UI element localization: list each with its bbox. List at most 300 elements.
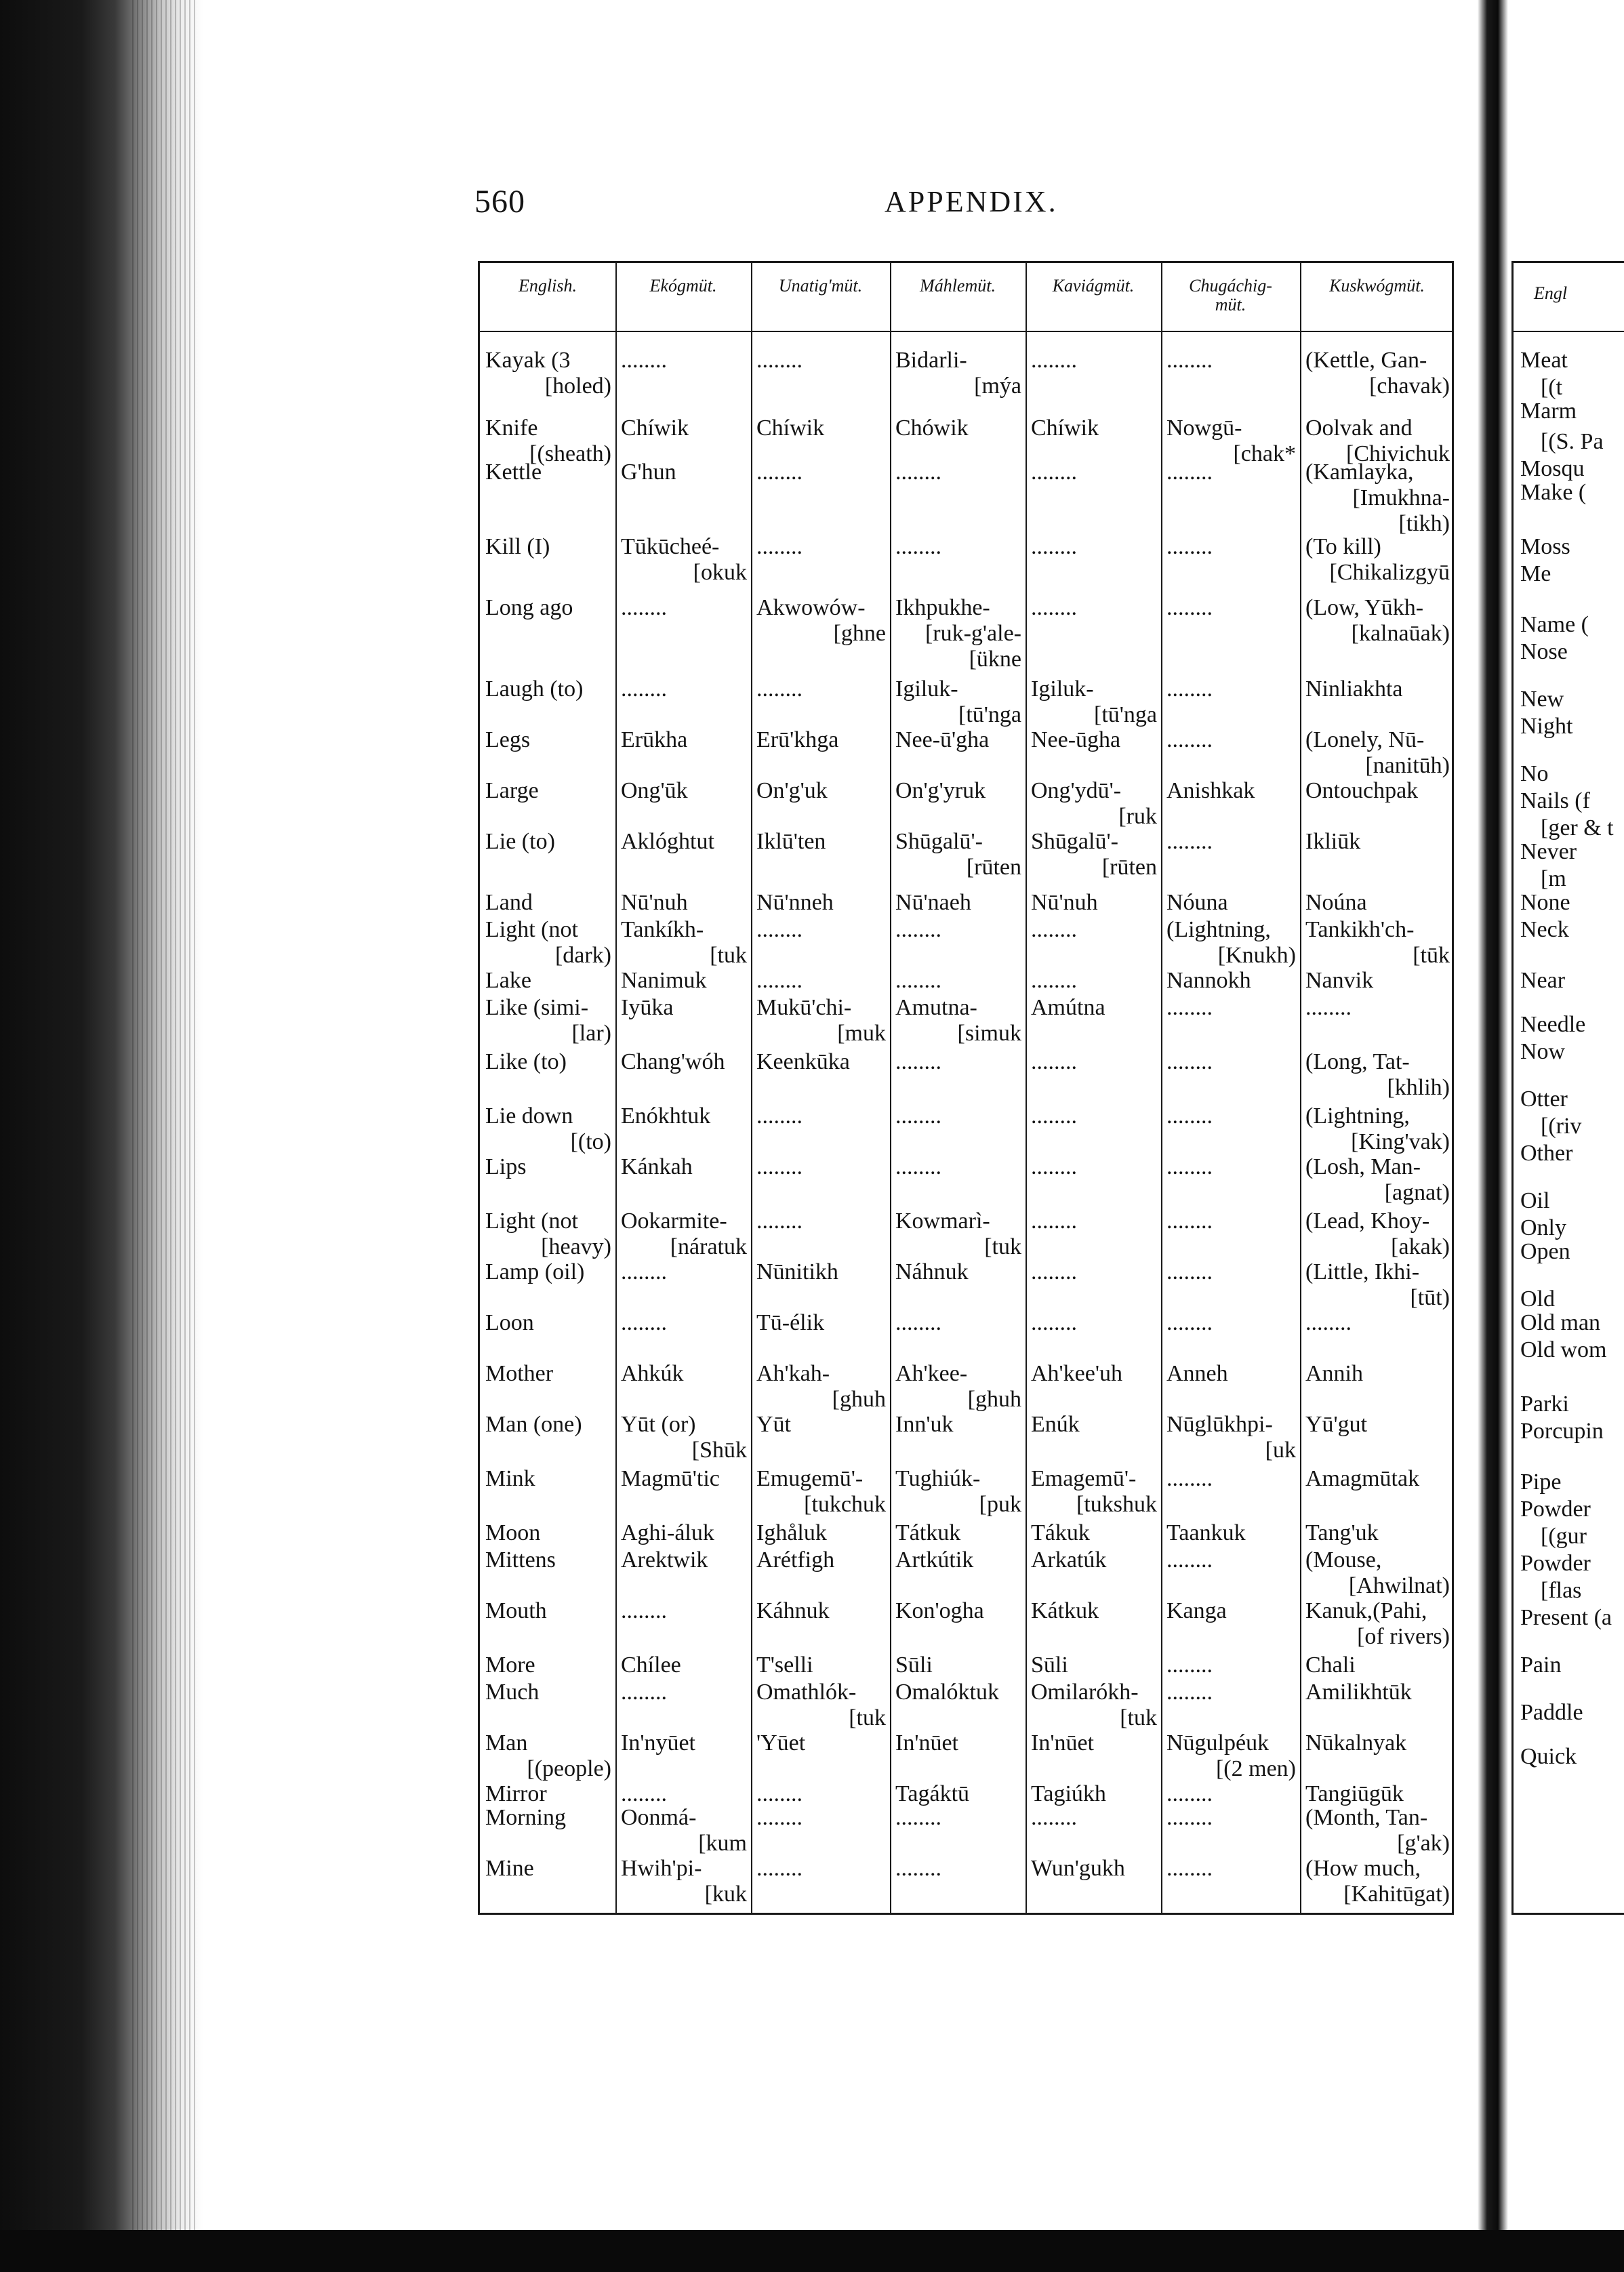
translation-cell [621, 676, 747, 702]
entry-line: Chíwik [621, 415, 689, 441]
entry-line: Amagmūtak [1305, 1466, 1420, 1491]
translation-cell [895, 1103, 1021, 1129]
entry-line: On'g'uk [756, 778, 828, 803]
entry-line: Anishkak [1166, 778, 1255, 803]
translation-cell [895, 917, 1021, 943]
entry-line: Lamp (oil) [485, 1259, 585, 1284]
translation-cell [1166, 1361, 1296, 1387]
entry-line: (Lightning, [1305, 1103, 1410, 1129]
entry-line: Nū'nuh [621, 890, 688, 915]
entry-continuation: [Chivichuk [1346, 441, 1450, 466]
translation-cell [1031, 1361, 1157, 1387]
translation-cell [621, 968, 747, 994]
entry-continuation: [Ahwilnat) [1348, 1573, 1450, 1598]
translation-cell [1166, 1598, 1296, 1624]
entry-line: Ong'ūk [621, 778, 688, 803]
next-page-header-rule [1514, 331, 1624, 332]
entry-line: Ninliakhta [1305, 676, 1403, 702]
entry-line: Man (one) [485, 1412, 582, 1437]
entry-line: ........ [1031, 1805, 1077, 1830]
entry-continuation: [of rivers) [1357, 1624, 1450, 1649]
entry-line: (Lead, Khoy- [1305, 1209, 1430, 1234]
translation-cell [756, 778, 886, 804]
entry-line: Kettle [485, 460, 542, 485]
translation-cell [756, 968, 886, 994]
entry-line: Morning [485, 1805, 566, 1830]
translation-cell [621, 1652, 747, 1678]
entry-line: ........ [895, 1805, 941, 1830]
next-page-entry: Old [1520, 1286, 1555, 1312]
entry-line: ........ [756, 1103, 803, 1129]
next-page-header: Engl [1534, 283, 1568, 303]
english-word [485, 534, 611, 560]
entry-line: ........ [1166, 1259, 1213, 1284]
next-page-entry: [(gur [1541, 1524, 1587, 1549]
translation-cell [621, 1412, 747, 1463]
translation-cell [756, 676, 886, 702]
entry-line: ........ [1031, 1049, 1077, 1074]
entry-line: Shūgalū'- [895, 829, 983, 854]
entry-line: Ah'kee'uh [1031, 1361, 1122, 1386]
next-page-entry: [(S. Pa [1541, 429, 1604, 454]
translation-cell [621, 1856, 747, 1907]
translation-cell [1031, 1154, 1157, 1180]
entry-line: More [485, 1652, 535, 1678]
next-page-entry: Otter [1520, 1087, 1568, 1112]
column-header-unatigmut-column: Unatig'müt. [778, 276, 863, 296]
translation-cell [1305, 917, 1450, 969]
entry-continuation: [kalnaūak) [1351, 621, 1450, 646]
entry-line: Artkútik [895, 1547, 974, 1573]
entry-line: Ah'kah- [756, 1361, 830, 1386]
translation-cell [621, 348, 747, 373]
translation-cell [621, 415, 747, 441]
translation-cell [895, 1547, 1021, 1573]
column-divider [751, 263, 752, 1913]
translation-cell [1166, 968, 1296, 994]
translation-cell [895, 727, 1021, 753]
entry-line: ........ [1166, 1466, 1213, 1491]
entry-line: ........ [1031, 1310, 1077, 1335]
translation-cell [1166, 1781, 1296, 1807]
entry-line: ........ [1166, 995, 1213, 1020]
entry-line: Sūli [1031, 1652, 1068, 1678]
entry-line: In'nūet [1031, 1730, 1094, 1756]
entry-line: ........ [1166, 727, 1213, 752]
entry-continuation: [(sheath) [529, 441, 611, 466]
translation-cell [895, 348, 1021, 399]
entry-line: Ontouchpak [1305, 778, 1419, 803]
entry-line: Chali [1305, 1652, 1356, 1678]
entry-line: Yūt [756, 1412, 791, 1437]
entry-line: ........ [1166, 1103, 1213, 1129]
entry-continuation: [muk [837, 1021, 886, 1046]
entry-line: In'nyūet [621, 1730, 695, 1756]
english-word [485, 1049, 611, 1075]
translation-cell [1305, 1856, 1450, 1907]
entry-line: ........ [621, 1259, 667, 1284]
translation-cell [756, 595, 886, 647]
next-page-entry: Pipe [1520, 1469, 1562, 1495]
translation-cell [1166, 1547, 1296, 1573]
entry-line: Ikhpukhe- [895, 595, 990, 620]
entry-continuation: [uk [1265, 1438, 1296, 1463]
entry-continuation: [tuk [710, 943, 747, 968]
entry-line: ........ [1031, 917, 1077, 942]
entry-line: Erūkha [621, 727, 688, 752]
entry-line: Legs [485, 727, 531, 752]
next-page-entry: [ger & t [1541, 815, 1614, 840]
english-word [485, 727, 611, 753]
translation-cell [895, 1680, 1021, 1705]
next-page-entry: Make ( [1520, 480, 1587, 505]
entry-line: Nanvik [1305, 968, 1374, 993]
entry-continuation: [(to) [570, 1129, 611, 1154]
entry-line: ........ [895, 917, 941, 942]
entry-line: (Little, Ikhi- [1305, 1259, 1420, 1284]
translation-cell [895, 534, 1021, 560]
translation-cell [1031, 1856, 1157, 1882]
next-page-entry: Present (a [1520, 1605, 1612, 1630]
translation-cell [1031, 460, 1157, 485]
translation-cell [621, 1520, 747, 1546]
english-word [485, 1412, 611, 1438]
translation-cell [1305, 534, 1450, 586]
entry-line: Much [485, 1680, 540, 1705]
entry-line: Tughiúk- [895, 1466, 981, 1491]
entry-continuation: [tū'nga [1094, 702, 1157, 727]
translation-cell [1031, 1781, 1157, 1807]
translation-cell [756, 534, 886, 560]
entry-line: Tangiūgūk [1305, 1781, 1404, 1806]
entry-line: (Losh, Man- [1305, 1154, 1421, 1179]
entry-line: (How much, [1305, 1856, 1421, 1881]
translation-cell [1031, 917, 1157, 943]
entry-line: Tagáktū [895, 1781, 970, 1806]
entry-line: (Month, Tan- [1305, 1805, 1428, 1830]
translation-cell [756, 1361, 886, 1413]
next-page-entry: Near [1520, 968, 1566, 993]
entry-continuation: [tuk [849, 1705, 886, 1730]
entry-line: Laugh (to) [485, 676, 584, 702]
entry-continuation: [tuk [984, 1234, 1021, 1259]
translation-cell [1031, 534, 1157, 560]
entry-line: ........ [1166, 1680, 1213, 1705]
entry-line: ........ [1031, 460, 1077, 485]
translation-cell [1166, 1730, 1296, 1782]
entry-line: Knife [485, 415, 538, 441]
entry-line: (Lonely, Nū- [1305, 727, 1425, 752]
entry-line: ........ [756, 1781, 803, 1806]
translation-cell [1031, 1412, 1157, 1438]
entry-line: ........ [621, 348, 667, 373]
translation-cell [756, 1805, 886, 1831]
translation-cell [1031, 968, 1157, 994]
translation-cell [1166, 995, 1296, 1021]
english-word [485, 1652, 611, 1678]
translation-cell [895, 1412, 1021, 1438]
entry-line: Magmū'tic [621, 1466, 720, 1491]
entry-line: Mittens [485, 1547, 556, 1573]
entry-line: ........ [621, 595, 667, 620]
translation-cell [1031, 1466, 1157, 1518]
translation-cell [1305, 1730, 1450, 1756]
translation-cell [895, 778, 1021, 804]
entry-line: On'g'yruk [895, 778, 986, 803]
entry-line: Kanuk,(Pahi, [1305, 1598, 1427, 1623]
next-page-entry: Now [1520, 1039, 1566, 1064]
entry-continuation: [tuk [1120, 1705, 1157, 1730]
entry-continuation: [simuk [957, 1021, 1021, 1046]
next-page-entry: Night [1520, 714, 1573, 739]
entry-continuation: [kuk [704, 1882, 747, 1907]
translation-cell [621, 1781, 747, 1807]
translation-cell [1031, 995, 1157, 1021]
entry-line: Enókhtuk [621, 1103, 711, 1129]
translation-cell [756, 1209, 886, 1234]
entry-line: Nóuna [1166, 890, 1228, 915]
translation-cell [1166, 1154, 1296, 1180]
next-page-entry: Never [1520, 839, 1577, 864]
next-page-entry: [(t [1541, 375, 1563, 400]
entry-continuation: [chak* [1233, 441, 1296, 466]
translation-cell [1166, 727, 1296, 753]
entry-line: ........ [895, 1154, 941, 1179]
translation-cell [1166, 1805, 1296, 1831]
translation-cell [895, 1598, 1021, 1624]
page-number: 560 [474, 184, 525, 220]
entry-continuation: [dark) [554, 943, 611, 968]
entry-line: ........ [621, 1310, 667, 1335]
english-word [485, 1805, 611, 1831]
entry-continuation: [(people) [527, 1756, 611, 1781]
translation-cell [621, 1730, 747, 1756]
entry-continuation: [ruk-g'ale- [925, 621, 1021, 646]
entry-line: ........ [1166, 348, 1213, 373]
entry-continuation: [mýa [974, 373, 1021, 399]
entry-line: Iklū'ten [756, 829, 826, 854]
entry-line: Nū'nneh [756, 890, 834, 915]
entry-continuation: [khlih) [1387, 1075, 1450, 1100]
entry-line: Like (simi- [485, 995, 589, 1020]
translation-cell [1305, 1466, 1450, 1492]
entry-line: Tátkuk [895, 1520, 961, 1545]
entry-continuation: [tūk [1413, 943, 1450, 968]
translation-cell [756, 460, 886, 485]
entry-line: Nee-ūgha [1031, 727, 1121, 752]
translation-cell [621, 1547, 747, 1573]
entry-line: Keenkūka [756, 1049, 850, 1074]
entry-line: Kowmarì- [895, 1209, 990, 1234]
entry-line: Sūli [895, 1652, 933, 1678]
translation-cell [895, 1209, 1021, 1260]
entry-line: Chílee [621, 1652, 681, 1678]
translation-cell [621, 917, 747, 969]
entry-line: ........ [1166, 829, 1213, 854]
entry-line: Emagemū'- [1031, 1466, 1137, 1491]
translation-cell [895, 1730, 1021, 1756]
entry-line: Amilikhtūk [1305, 1680, 1412, 1705]
entry-line: ........ [1031, 1259, 1077, 1284]
next-page-entry: Meat [1520, 348, 1568, 373]
entry-line: Omathlók- [756, 1680, 857, 1705]
column-divider [615, 263, 617, 1913]
translation-cell [1166, 1103, 1296, 1129]
translation-cell [1305, 968, 1450, 994]
entry-line: Mink [485, 1466, 535, 1491]
entry-line: Nanimuk [621, 968, 707, 993]
entry-continuation: [ghne [833, 621, 886, 646]
translation-cell [756, 1049, 886, 1075]
english-word [485, 778, 611, 804]
english-word [485, 995, 611, 1047]
next-page-entry: [flas [1541, 1578, 1582, 1603]
entry-line: ........ [1166, 676, 1213, 702]
entry-line: ........ [1031, 348, 1077, 373]
next-page-entry: Porcupin [1520, 1419, 1604, 1444]
translation-cell [1305, 1680, 1450, 1705]
next-page-entry: Nose [1520, 639, 1568, 664]
entry-line: ........ [1166, 1209, 1213, 1234]
entry-line: Tū-élik [756, 1310, 825, 1335]
entry-line: (Lightning, [1166, 917, 1271, 942]
translation-cell [756, 1466, 886, 1518]
entry-line: Lie down [485, 1103, 573, 1129]
translation-cell [1166, 1652, 1296, 1678]
entry-line: (Low, Yūkh- [1305, 595, 1424, 620]
entry-line: Yū'gut [1305, 1412, 1368, 1437]
entry-line: Amutna- [895, 995, 977, 1020]
translation-cell [1031, 415, 1157, 441]
translation-cell [756, 727, 886, 753]
english-word [485, 1259, 611, 1285]
entry-line: Bidarli- [895, 348, 967, 373]
entry-line: Moon [485, 1520, 541, 1545]
english-word [485, 1781, 611, 1807]
translation-cell [1031, 1259, 1157, 1285]
next-page-entry: Neck [1520, 917, 1569, 942]
translation-cell [895, 1781, 1021, 1807]
entry-line: (To kill) [1305, 534, 1381, 559]
entry-continuation: [tūt) [1410, 1285, 1450, 1310]
next-page-entry: Parki [1520, 1392, 1569, 1417]
translation-cell [621, 1209, 747, 1260]
entry-line: ........ [756, 348, 803, 373]
entry-line: ........ [895, 1310, 941, 1335]
translation-cell [1305, 676, 1450, 702]
entry-line: Nūgulpéuk [1166, 1730, 1270, 1756]
entry-line: Mother [485, 1361, 554, 1386]
translation-cell [1305, 1805, 1450, 1857]
next-page-entry: Name ( [1520, 612, 1589, 637]
translation-cell [1305, 348, 1450, 399]
next-page-entry: Old wom [1520, 1337, 1607, 1362]
translation-cell [1031, 676, 1157, 728]
translation-cell [756, 1730, 886, 1756]
entry-line: ........ [756, 1805, 803, 1830]
entry-line: ........ [1166, 1652, 1213, 1678]
column-divider [890, 263, 891, 1913]
entry-line: Hwih'pi- [621, 1856, 702, 1881]
entry-line: Lie (to) [485, 829, 555, 854]
translation-cell [1031, 829, 1157, 880]
entry-continuation: [heavy) [541, 1234, 611, 1259]
entry-line: Tūkūcheé- [621, 534, 720, 559]
entry-continuation: [Imukhna- [1352, 485, 1450, 510]
translation-cell [621, 1103, 747, 1129]
english-word [485, 829, 611, 855]
entry-line: Kon'ogha [895, 1598, 984, 1623]
entry-line: Tankíkh- [621, 917, 704, 942]
next-page-entry: Moss [1520, 534, 1570, 559]
column-header-ekogmut-column: Ekógmüt. [649, 276, 717, 296]
english-word [485, 1547, 611, 1573]
entry-line: ........ [1166, 1154, 1213, 1179]
entry-line: ........ [756, 1856, 803, 1881]
translation-cell [756, 1259, 886, 1285]
entry-line: ........ [756, 1154, 803, 1179]
translation-cell [895, 1805, 1021, 1831]
entry-line: 'Yūet [756, 1730, 806, 1756]
next-page-entry: Powder [1520, 1497, 1591, 1522]
translation-cell [1305, 1598, 1450, 1650]
entry-line: Igiluk- [1031, 676, 1094, 702]
entry-line: Kánkah [621, 1154, 693, 1179]
entry-line: Man [485, 1730, 528, 1756]
entry-line: Oolvak and [1305, 415, 1413, 441]
entry-line: Aghi-áluk [621, 1520, 714, 1545]
translation-cell [1305, 727, 1450, 779]
english-word [485, 460, 611, 485]
english-word [485, 1856, 611, 1882]
column-divider [1026, 263, 1027, 1913]
entry-line: ........ [895, 460, 941, 485]
translation-cell [756, 1520, 886, 1546]
entry-line: Like (to) [485, 1049, 567, 1074]
entry-line: ........ [1031, 534, 1077, 559]
translation-cell [1305, 1781, 1450, 1807]
next-page-entry: Oil [1520, 1188, 1550, 1213]
entry-line: Ah'kee- [895, 1361, 968, 1386]
translation-cell [1166, 1259, 1296, 1285]
entry-line: Erū'khga [756, 727, 839, 752]
translation-cell [1305, 595, 1450, 647]
translation-cell [1031, 1049, 1157, 1075]
entry-line: Emugemū'- [756, 1466, 864, 1491]
translation-cell [756, 1781, 886, 1807]
translation-cell [621, 778, 747, 804]
translation-cell [756, 415, 886, 441]
translation-cell [756, 1652, 886, 1678]
entry-line: ........ [1031, 968, 1077, 993]
translation-cell [621, 1680, 747, 1705]
english-word [485, 1361, 611, 1387]
entry-line: Mukū'chi- [756, 995, 852, 1020]
translation-cell [1166, 917, 1296, 969]
entry-line: Amútna [1031, 995, 1105, 1020]
entry-line: ........ [1305, 1310, 1352, 1335]
translation-cell [1305, 778, 1450, 804]
entry-line: Nee-ū'gha [895, 727, 990, 752]
english-word [485, 1209, 611, 1260]
translation-cell [621, 595, 747, 621]
english-word [485, 1598, 611, 1624]
column-header-chugachigmut-column: Chugáchig- müt. [1189, 276, 1272, 315]
entry-line: Mirror [485, 1781, 547, 1806]
entry-line: Mouth [485, 1598, 547, 1623]
translation-cell [1031, 778, 1157, 830]
translation-cell [1031, 727, 1157, 753]
